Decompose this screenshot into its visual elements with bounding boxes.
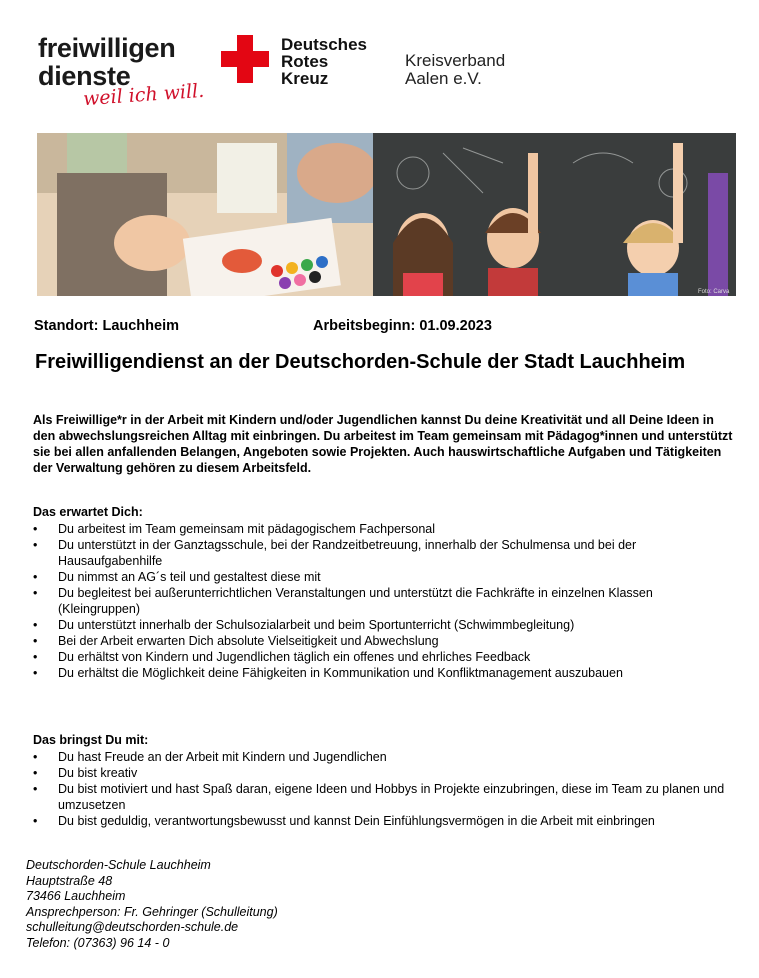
freiwilligendienste-logo [38,33,213,111]
section-heading-requirements: Das bringst Du mit: [33,733,149,747]
list-item: • Du erhältst von Kindern und Jugendlichen täglich ein offenes und ehrliches Feedback [33,649,733,665]
drk-line-2: Rotes [281,52,329,71]
list-item: • Du begleitest bei außerunterrichtlichen Veranstaltungen und unterstützt die Fachkräfte in einzelnen Klassen (Kleingruppen) [33,585,733,617]
contact-email[interactable]: schulleitung@deutschorden-schule.de [26,920,239,935]
contact-block [26,858,278,952]
photo-credit: Foto: Carva [698,289,730,295]
list-item: • Du unterstützt innerhalb der Schulsozialarbeit und beim Sportunterricht (Schwimmbegleitung) [33,617,733,633]
section-heading-expect: Das erwartet Dich: [33,505,143,519]
expect-list [33,521,733,681]
logo-line-2: dienste [38,61,131,91]
start-date-label: Arbeitsbeginn: 01.09.2023 [313,318,492,334]
list-item: • Du erhältst die Möglichkeit deine Fähigkeiten in Kommunikation und Konfliktmanagement auszubauen [33,665,733,681]
contact-city: 73466 Lauchheim [26,889,126,904]
contact-person: Ansprechperson: Fr. Gehringer (Schulleitung) [26,904,278,919]
list-item: • Du hast Freude an der Arbeit mit Kindern und Jugendlichen [33,749,733,765]
drk-line-1: Deutsches [281,35,367,54]
logo-line-1: freiwilligen [38,33,176,63]
requirements-list [33,749,733,829]
list-item: • Du bist kreativ [33,765,733,781]
list-item: • Du bist geduldig, verantwortungsbewusst und kannst Dein Einfühlungsvermögen in die Arbeit mit einbringen [33,813,733,829]
red-cross-icon [221,35,269,83]
logo-slogan: weil ich will. [82,79,205,111]
kreisverband-line-2: Aalen e.V. [405,69,482,88]
list-item: • Du nimmst an AG´s teil und gestaltest diese mit [33,569,733,585]
kids-chalkboard-photo [373,133,736,296]
contact-school: Deutschorden-Schule Lauchheim [26,858,211,872]
list-item: • Du arbeitest im Team gemeinsam mit pädagogischem Fachpersonal [33,521,733,537]
contact-street: Hauptstraße 48 [26,873,113,888]
contact-phone: Telefon: (07363) 96 14 - 0 [26,935,170,950]
list-item: • Bei der Arbeit erwarten Dich absolute Vielseitigkeit und Abwechslung [33,633,733,649]
intro-paragraph: Als Freiwillige*r in der Arbeit mit Kindern und/oder Jugendlichen kannst Du deine Kreativität und all Deine Ideen in den abwechslungsreichen Alltag mit einbringen. Du arbeitest im Team gemeinsam mit Pädagog*innen und unterstützt sie bei allen anfallenden Belangen, Angeboten sowie Projekten. Auch hauswirtschaftliche Aufgaben und Tätigkeiten der Verwaltung gehören zu diesem Arbeitsfeld. [33,413,733,475]
list-item: • Du unterstützt in der Ganztagsschule, bei der Randzeitbetreuung, innerhalb der Schulmensa und bei der Hausaufgabenhilfe [33,537,733,569]
kreisverband-label [405,52,505,88]
page-title: Freiwilligendienst an der Deutschorden-Schule der Stadt Lauchheim [35,351,686,373]
location-label: Standort: Lauchheim [34,318,180,334]
kreisverband-line-1: Kreisverband [405,51,506,70]
painting-children-photo [37,133,373,296]
drk-line-3: Kreuz [281,69,329,88]
drk-logo-text [281,36,367,87]
list-item: • Du bist motiviert und hast Spaß daran, eigene Ideen und Hobbys in Projekte einzubringen, diese im Team zu planen und umzusetzen [33,781,733,813]
